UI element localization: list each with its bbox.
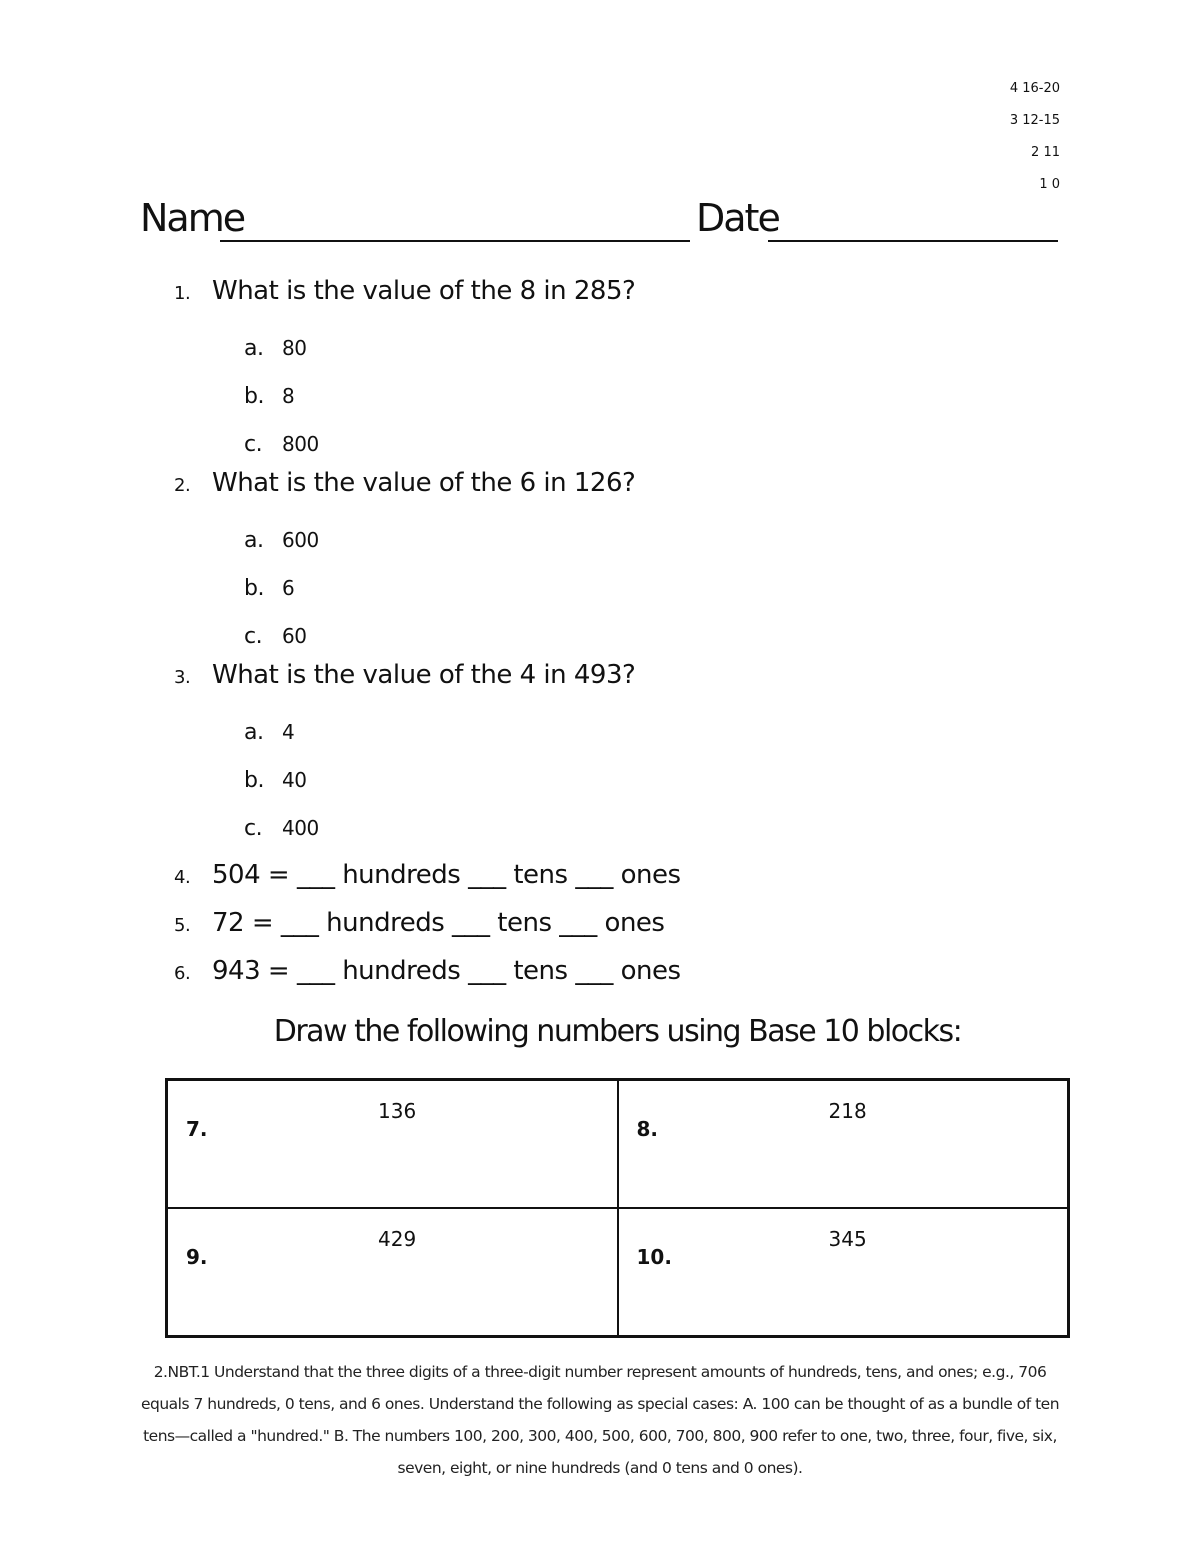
- question-2: [174, 468, 635, 498]
- question-5[interactable]: [174, 908, 664, 938]
- draw-grid: [165, 1078, 1070, 1338]
- option-2a[interactable]: a. 600: [244, 528, 319, 553]
- cell-number: 8.: [636, 1117, 659, 1141]
- option-1c[interactable]: c. 800: [244, 432, 319, 457]
- cell-value: 136: [378, 1099, 417, 1123]
- option-1a[interactable]: a. 80: [244, 336, 307, 361]
- cell-value: 218: [828, 1099, 867, 1123]
- standard-footnote: 2.NBT.1 Understand that the three digits of a three-digit number represent amounts of hundreds, tens, and ones; e.g., 706 equals 7 hundreds, 0 tens, and 6 ones. Understand the following as special cases: A. 100 can be thought of as a bundle of ten tens—called a "hundred." B. The numbers 100, 200, 300, 400, 500, 600, 700, 800, 900 refer to one, two, three, four, five, six, seven, eight, or nine hundreds (and 0 tens and 0 ones).: [140, 1363, 1060, 1477]
- option-3a[interactable]: a. 4: [244, 720, 295, 745]
- question-number: 2.: [174, 475, 191, 496]
- rubric-line: 1 0: [1039, 177, 1060, 192]
- question-number: 6.: [174, 963, 191, 984]
- cell-number: 7.: [186, 1117, 208, 1141]
- option-2c[interactable]: c. 60: [244, 624, 307, 649]
- name-line[interactable]: [220, 240, 690, 242]
- cell-value: 429: [378, 1227, 417, 1251]
- question-number: 4.: [174, 867, 191, 888]
- date-label: Date: [696, 196, 779, 240]
- cell-value: 345: [828, 1227, 867, 1251]
- question-text: 504 = ___ hundreds ___ tens ___ ones: [212, 860, 681, 890]
- question-text: What is the value of the 6 in 126?: [212, 468, 636, 498]
- question-text: 72 = ___ hundreds ___ tens ___ ones: [212, 908, 665, 938]
- cell-number: 10.: [636, 1245, 672, 1269]
- question-4[interactable]: [174, 860, 681, 890]
- option-1b[interactable]: b. 8: [244, 384, 295, 409]
- name-date-row: [140, 196, 1058, 246]
- draw-cell-7[interactable]: [167, 1080, 618, 1208]
- draw-cell-9[interactable]: [167, 1208, 618, 1336]
- question-text: 943 = ___ hundreds ___ tens ___ ones: [212, 956, 681, 986]
- rubric-line: 2 11: [1031, 145, 1060, 160]
- scoring-rubric: [1010, 78, 1060, 206]
- rubric-line: 4 16-20: [1009, 81, 1060, 96]
- question-number: 5.: [174, 915, 191, 936]
- option-3b[interactable]: b. 40: [244, 768, 307, 793]
- option-2b[interactable]: b. 6: [244, 576, 295, 601]
- question-text: What is the value of the 4 in 493?: [212, 660, 636, 690]
- question-6[interactable]: [174, 956, 681, 986]
- date-line[interactable]: [768, 240, 1058, 242]
- name-label: Name: [140, 196, 245, 240]
- question-3: [174, 660, 635, 690]
- draw-cell-10[interactable]: [618, 1208, 1069, 1336]
- draw-cell-8[interactable]: [618, 1080, 1069, 1208]
- rubric-line: 3 12-15: [1009, 113, 1060, 128]
- question-text: What is the value of the 8 in 285?: [212, 276, 636, 306]
- question-number: 3.: [174, 667, 191, 688]
- cell-number: 9.: [186, 1245, 208, 1269]
- question-number: 1.: [174, 283, 191, 304]
- question-1: [174, 276, 635, 306]
- option-3c[interactable]: c. 400: [244, 816, 319, 841]
- draw-section-title: Draw the following numbers using Base 10 blocks:: [273, 1014, 962, 1049]
